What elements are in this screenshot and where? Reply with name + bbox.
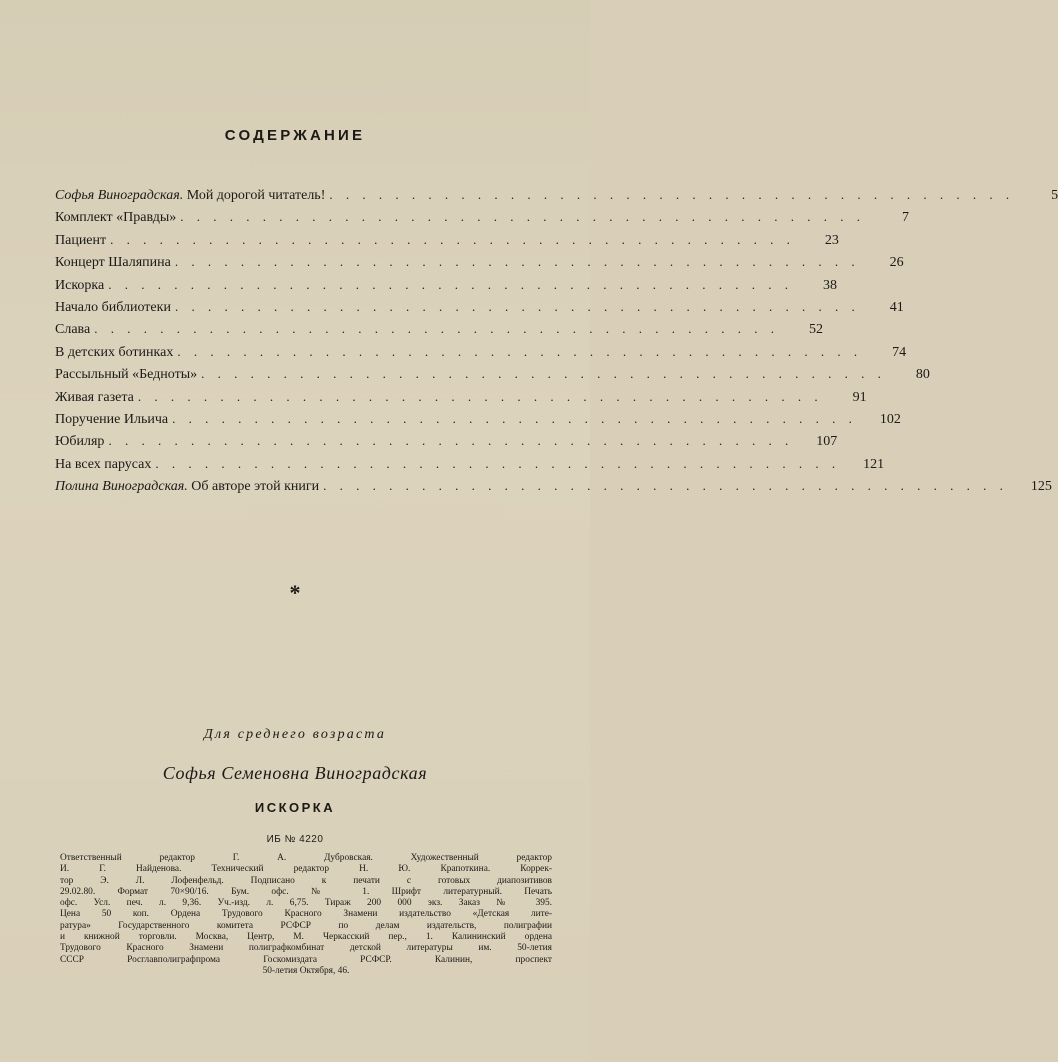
toc-entry-page: 107 <box>816 434 838 450</box>
toc-entry <box>55 296 904 318</box>
toc-entry-page: 74 <box>892 344 907 360</box>
toc-entry <box>55 206 910 228</box>
toc-leader-dots: . . . . . . . . . . . . . . . . . . . . . . . . . . . . . . . . . . . . . . . . . . <box>323 478 1008 494</box>
toc-entry-page: 80 <box>915 367 930 383</box>
toc-entry-page: 7 <box>902 210 910 226</box>
imprint-line: 29.02.80. Формат 70×90/16. Бум. офс. № 1. Шрифт литературный. Печать <box>60 886 552 897</box>
toc-entry-page: 41 <box>889 299 904 315</box>
imprint-line: Ответственный редактор Г. А. Дубровская. Художественный редактор <box>60 853 552 863</box>
toc-entry-title: Пациент <box>55 232 107 248</box>
toc-leader-dots: . . . . . . . . . . . . . . . . . . . . . . . . . . . . . . . . . . . . . . . . . . <box>329 187 1015 202</box>
imprint-line: СССР Росглавполиграфпрома Госкомиздата РСФСР. Калинин, проспект <box>60 954 552 965</box>
toc-leader-dots: . . . . . . . . . . . . . . . . . . . . . . . . . . . . . . . . . . . . . . . . . . <box>180 209 866 225</box>
imprint-line: ратура» Государственного комитета РСФСР по делам издательств, полиграфии <box>60 920 552 931</box>
toc-entry-text <box>55 185 325 207</box>
toc-entry <box>55 229 839 251</box>
toc-entry-page: 91 <box>852 389 867 405</box>
toc-entry-page: 5 <box>1051 188 1058 203</box>
toc-entry-text <box>55 476 319 498</box>
toc-entry-title: На всех парусах <box>55 456 152 472</box>
toc-entry <box>55 318 823 340</box>
toc-entry-page: 26 <box>889 255 904 271</box>
section-separator: * <box>289 580 301 605</box>
contents-heading: СОДЕРЖАНИЕ <box>224 127 366 144</box>
toc-entry <box>55 430 838 452</box>
toc-entry-title: Концерт Шаляпина <box>55 255 171 271</box>
toc-entry-page: 23 <box>824 232 839 248</box>
toc-leader-dots: . . . . . . . . . . . . . . . . . . . . . . . . . . . . . . . . . . . . . . . . . . <box>155 455 841 471</box>
book-title: ИСКОРКА <box>254 800 336 815</box>
imprint-line: офс. Усл. печ. л. 9,36. Уч.-изд. л. 6,75. Тираж 200 000 экз. Заказ № 395. <box>60 898 552 909</box>
imprint-block <box>60 853 552 977</box>
toc-entry <box>55 363 930 385</box>
toc-entry-title: Комплект «Правды» <box>55 210 177 226</box>
toc-leader-dots: . . . . . . . . . . . . . . . . . . . . . . . . . . . . . . . . . . . . . . . . . . <box>108 433 794 449</box>
toc-entry-title: Об авторе этой книги <box>187 479 320 495</box>
toc-leader-dots: . . . . . . . . . . . . . . . . . . . . . . . . . . . . . . . . . . . . . . . . . . <box>94 321 779 337</box>
toc-entry-title: Поручение Ильича <box>55 411 169 427</box>
toc-leader-dots: . . . . . . . . . . . . . . . . . . . . . . . . . . . . . . . . . . . . . . . . . . <box>174 298 860 314</box>
toc-entry-page: 125 <box>1030 479 1052 495</box>
toc-entry-title: Искорка <box>55 277 105 293</box>
toc-entry-title: Слава <box>55 322 91 338</box>
table-of-contents <box>55 184 1058 497</box>
toc-leader-dots: . . . . . . . . . . . . . . . . . . . . . . . . . . . . . . . . . . . . . . . . . . <box>137 388 823 404</box>
toc-entry-title: Рассыльный «Бедноты» <box>55 367 198 383</box>
age-group-label: Для среднего возраста <box>203 727 387 742</box>
toc-leader-dots: . . . . . . . . . . . . . . . . . . . . . . . . . . . . . . . . . . . . . . . . . . <box>201 366 886 382</box>
toc-entry-author: Софья Виноградская. <box>55 188 184 203</box>
imprint-line: 50-летия Октября, 46. <box>262 965 350 976</box>
toc-leader-dots: . . . . . . . . . . . . . . . . . . . . . . . . . . . . . . . . . . . . . . . . . . <box>174 254 860 270</box>
toc-entry <box>55 408 901 430</box>
toc-entry-page: 121 <box>863 456 885 472</box>
toc-leader-dots: . . . . . . . . . . . . . . . . . . . . . . . . . . . . . . . . . . . . . . . . . . <box>177 343 863 359</box>
toc-entry-title: Живая газета <box>55 389 134 405</box>
toc-entry-title: Мой дорогой читатель! <box>183 188 326 203</box>
toc-entry <box>55 475 1052 497</box>
ib-number: ИБ № 4220 <box>266 834 324 845</box>
toc-entry <box>55 386 867 408</box>
toc-entry-title: В детских ботинках <box>55 344 174 360</box>
toc-entry <box>55 184 1058 206</box>
toc-entry-title: Юбиляр <box>55 434 105 450</box>
toc-entry <box>55 453 885 475</box>
toc-entry-title: Начало библиотеки <box>55 299 171 315</box>
toc-entry-page: 52 <box>808 322 823 338</box>
imprint-line: Цена 50 коп. Ордена Трудового Красного Знамени издательство «Детская лите- <box>60 909 552 920</box>
imprint-line: И. Г. Найденова. Технический редактор Н. Ю. Крапоткина. Коррек- <box>60 864 552 875</box>
toc-entry-page: 38 <box>822 277 837 293</box>
toc-entry-page: 102 <box>879 411 901 427</box>
toc-leader-dots: . . . . . . . . . . . . . . . . . . . . . . . . . . . . . . . . . . . . . . . . . . <box>108 276 793 292</box>
toc-leader-dots: . . . . . . . . . . . . . . . . . . . . . . . . . . . . . . . . . . . . . . . . . . <box>110 231 795 247</box>
toc-entry <box>55 341 907 363</box>
toc-leader-dots: . . . . . . . . . . . . . . . . . . . . . . . . . . . . . . . . . . . . . . . . . . <box>172 410 857 426</box>
author-full-name: Софья Семеновна Виноградская <box>162 763 428 783</box>
toc-entry <box>55 251 904 273</box>
imprint-line: Трудового Красного Знамени полиграфкомбинат детской литературы им. 50-летия <box>60 943 552 954</box>
imprint-line: и книжной торговли. Москва, Центр, М. Черкасский пер., 1. Калининский ордена <box>60 932 552 943</box>
toc-entry <box>55 274 837 296</box>
imprint-line: тор Э. Л. Лофенфельд. Подписано к печати с готовых диапозитивов <box>60 875 552 886</box>
toc-entry-author: Полина Виноградская. <box>55 479 188 495</box>
